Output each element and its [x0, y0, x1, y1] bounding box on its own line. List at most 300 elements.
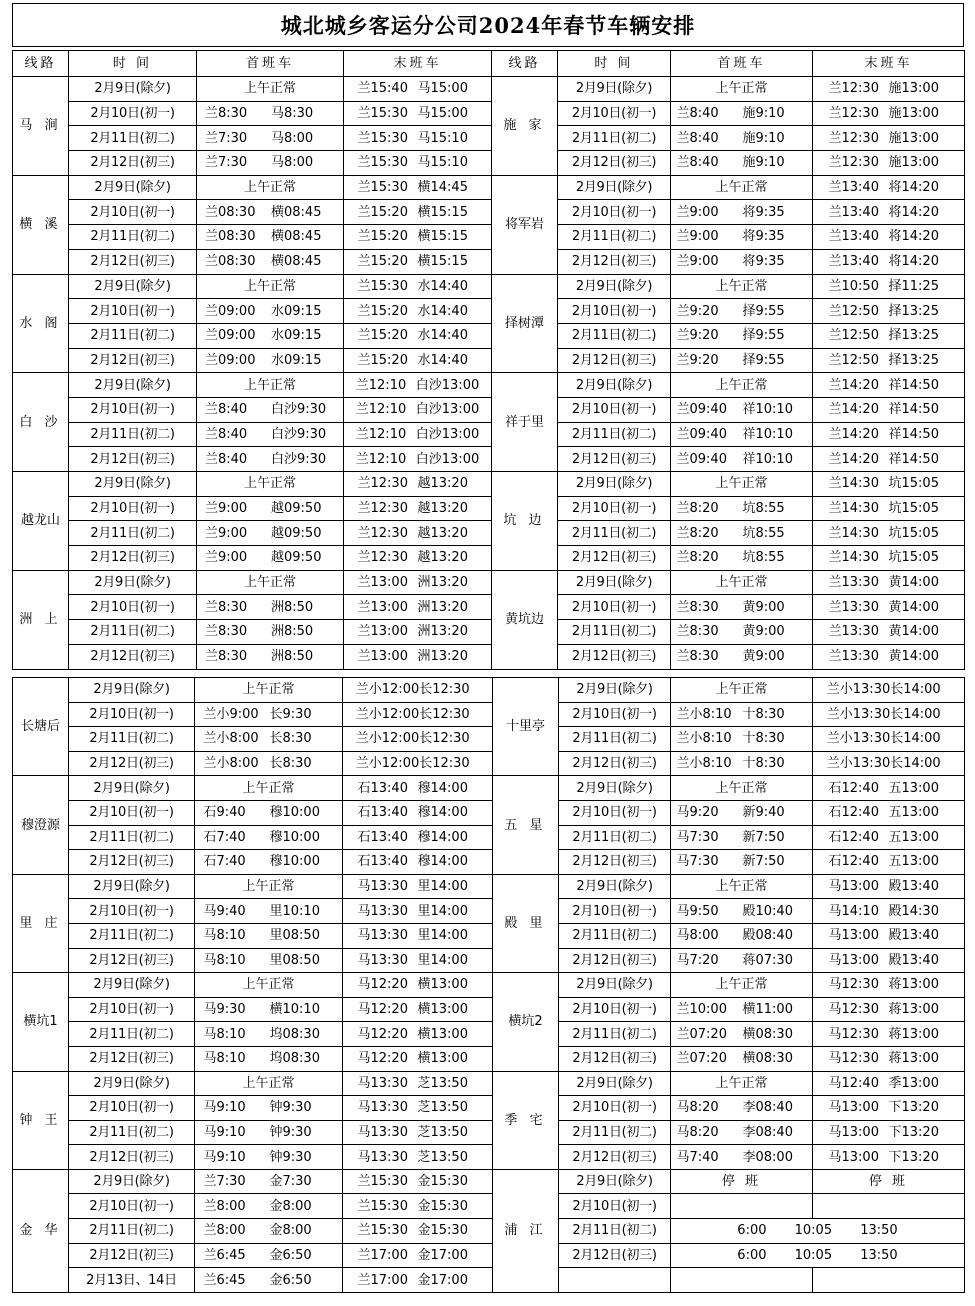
first-cell — [195, 948, 343, 973]
return-time: 洲13:20 — [417, 624, 468, 640]
return-time: 长14:00 — [890, 756, 941, 772]
departure-time: 兰小8:10 — [676, 731, 732, 747]
departure-time: 马12:30 — [828, 1051, 879, 1067]
departure-time: 兰12:10 — [355, 402, 407, 418]
return-time: 越13:20 — [417, 525, 468, 541]
return-time: 白沙13:00 — [415, 402, 480, 418]
departure-time: 兰14:20 — [828, 377, 879, 393]
first-cell — [671, 299, 813, 324]
return-time: 洲13:20 — [417, 649, 468, 665]
departure-time: 兰8:30 — [205, 106, 248, 122]
return-time: 里14:00 — [417, 928, 468, 944]
return-time: 里10:10 — [269, 903, 320, 919]
last-cell — [813, 1096, 965, 1121]
departure-time: 石12:40 — [828, 780, 879, 796]
return-time: 黄9:00 — [742, 649, 785, 665]
date-cell: 2月11日(初二) — [69, 825, 195, 850]
last-cell — [344, 472, 492, 497]
return-time: 黄9:00 — [742, 624, 785, 640]
route-name: 坑 边 — [492, 472, 558, 571]
return-time: 坞08:30 — [269, 1026, 320, 1042]
last-cell — [343, 997, 493, 1022]
table-row — [13, 274, 965, 299]
date-cell: 2月12日(初三) — [558, 348, 671, 373]
date-cell: 2月12日(初三) — [559, 1046, 671, 1071]
departure-time: 马13:30 — [357, 1124, 408, 1140]
last-cell — [343, 1169, 493, 1194]
date-cell: 2月10日(初一) — [69, 101, 197, 126]
date-cell: 2月11日(初二) — [69, 1022, 195, 1047]
last-cell — [344, 126, 492, 151]
date-cell: 2月11日(初二) — [558, 126, 671, 151]
date-cell: 2月10日(初一) — [559, 800, 671, 825]
departure-time: 马12:20 — [357, 1051, 408, 1067]
departure-time: 兰12:30 — [828, 81, 879, 97]
suspended-first: 停 班 — [671, 1169, 813, 1194]
return-time: 十8:30 — [742, 706, 785, 722]
departure-time: 兰13:30 — [828, 624, 879, 640]
column-header: 末班车 — [344, 51, 492, 77]
return-time: 横13:00 — [417, 1002, 468, 1018]
date-cell: 2月11日(初二) — [69, 1120, 195, 1145]
departure-time: 马12:40 — [828, 1075, 879, 1091]
first-cell — [671, 644, 813, 669]
date-cell: 2月10日(初一) — [558, 595, 671, 620]
first-cell — [195, 751, 343, 776]
date-cell: 2月12日(初三) — [558, 151, 671, 176]
page-title: 城北城乡客运分公司2024年春节车辆安排 — [12, 3, 964, 47]
first-cell — [195, 702, 343, 727]
return-time: 五13:00 — [888, 829, 939, 845]
last-cell — [343, 1145, 493, 1170]
date-cell: 2月9日(除夕) — [558, 570, 671, 595]
return-time: 五13:00 — [888, 805, 939, 821]
first-cell — [197, 249, 344, 274]
date-cell: 2月11日(初二) — [559, 825, 671, 850]
departure-time: 马13:00 — [828, 1124, 879, 1140]
return-time: 长14:00 — [890, 706, 941, 722]
first-cell — [197, 225, 344, 250]
last-cell — [343, 825, 493, 850]
last-cell — [813, 997, 965, 1022]
departure-time: 兰17:00 — [357, 1272, 408, 1288]
date-cell: 2月12日(初三) — [559, 850, 671, 875]
last-cell — [813, 422, 965, 447]
departure-time: 兰13:40 — [828, 180, 879, 196]
departure-time: 马9:10 — [203, 1100, 246, 1116]
departure-time: 兰13:00 — [357, 624, 408, 640]
column-header: 时 间 — [69, 51, 197, 77]
last-cell — [813, 727, 965, 752]
first-cell — [671, 397, 813, 422]
table-row — [13, 447, 965, 472]
return-time: 水14:40 — [417, 328, 468, 344]
return-time: 越09:50 — [271, 550, 322, 566]
first-cell — [195, 1268, 343, 1293]
return-time: 坞08:30 — [269, 1051, 320, 1067]
first-cell — [671, 702, 813, 727]
departure-time: 马8:10 — [203, 952, 246, 968]
return-time: 李08:40 — [742, 1124, 793, 1140]
route-name: 五 星 — [493, 776, 559, 874]
schedule-table-bottom — [12, 677, 965, 1293]
return-time: 里08:50 — [269, 952, 320, 968]
date-cell: 2月9日(除夕) — [69, 678, 195, 703]
last-cell — [813, 1046, 965, 1071]
return-time: 择9:55 — [742, 352, 785, 368]
first-cell: 上午正常 — [197, 274, 344, 299]
departure-time: 兰7:30 — [205, 155, 248, 171]
first-cell — [197, 521, 344, 546]
date-cell: 2月9日(除夕) — [69, 874, 195, 899]
last-cell — [343, 800, 493, 825]
departure-time: 马12:20 — [357, 1026, 408, 1042]
return-time: 祥10:10 — [742, 451, 793, 467]
departure-time: 兰14:30 — [828, 476, 879, 492]
first-cell — [197, 595, 344, 620]
return-time: 祥14:50 — [888, 426, 939, 442]
last-cell — [813, 175, 965, 200]
date-cell: 2月10日(初一) — [69, 800, 195, 825]
first-cell — [671, 948, 813, 973]
departure-time: 兰15:30 — [357, 278, 408, 294]
return-time: 金17:00 — [417, 1272, 468, 1288]
last-cell — [344, 397, 492, 422]
departure-time: 兰13:30 — [828, 575, 879, 591]
return-time: 马15:00 — [417, 106, 468, 122]
return-time: 新7:50 — [742, 829, 785, 845]
route-name: 季 宅 — [493, 1071, 559, 1169]
first-cell — [195, 1145, 343, 1170]
return-time: 择13:25 — [888, 303, 939, 319]
return-time: 长12:30 — [419, 706, 470, 722]
date-cell: 2月12日(初三) — [69, 1243, 195, 1268]
return-time: 十8:30 — [742, 731, 785, 747]
first-cell — [671, 1096, 813, 1121]
return-time: 里14:00 — [417, 903, 468, 919]
last-cell — [813, 274, 965, 299]
first-cell — [671, 447, 813, 472]
return-time: 施13:00 — [888, 130, 939, 146]
date-cell: 2月13日、14日 — [69, 1268, 195, 1293]
departure-time: 马7:40 — [676, 1149, 719, 1165]
return-time: 横10:10 — [269, 1002, 320, 1018]
last-cell — [813, 1120, 965, 1145]
table-row — [13, 1268, 965, 1293]
table-row — [13, 1194, 965, 1219]
route-name: 黄坑边 — [492, 570, 558, 669]
departure-time: 马12:30 — [828, 1026, 879, 1042]
departure-time: 马13:30 — [357, 952, 408, 968]
date-cell: 2月12日(初三) — [559, 751, 671, 776]
route-name: 金 华 — [13, 1169, 69, 1292]
departure-time: 兰14:30 — [828, 550, 879, 566]
return-time: 钟9:30 — [269, 1149, 312, 1165]
departure-time: 兰小12:00 — [355, 682, 420, 698]
last-cell — [813, 126, 965, 151]
date-cell: 2月9日(除夕) — [559, 776, 671, 801]
departure-time: 兰15:40 — [357, 81, 408, 97]
return-time: 穆10:00 — [269, 854, 320, 870]
date-cell: 2月9日(除夕) — [559, 973, 671, 998]
departure-time: 兰15:20 — [357, 328, 408, 344]
last-cell — [343, 1219, 493, 1244]
departure-time: 兰15:30 — [357, 180, 408, 196]
last-cell — [343, 727, 493, 752]
return-time: 黄14:00 — [888, 575, 939, 591]
departure-time: 兰小12:00 — [355, 731, 420, 747]
date-cell: 2月9日(除夕) — [69, 776, 195, 801]
route-name: 里 庄 — [13, 874, 69, 972]
return-time: 横11:00 — [742, 1002, 793, 1018]
return-time: 长9:30 — [269, 706, 312, 722]
return-time: 越09:50 — [271, 501, 322, 517]
last-cell — [813, 496, 965, 521]
last-cell — [813, 323, 965, 348]
table-row — [13, 595, 965, 620]
departure-time: 兰9:00 — [205, 550, 248, 566]
departure-time: 兰9:20 — [676, 328, 719, 344]
return-time: 长12:30 — [419, 682, 470, 698]
last-cell — [343, 678, 493, 703]
date-cell: 2月10日(初一) — [559, 899, 671, 924]
date-cell: 2月9日(除夕) — [559, 1169, 671, 1194]
date-cell: 2月12日(初三) — [69, 644, 197, 669]
first-cell: 上午正常 — [671, 1071, 813, 1096]
departure-time: 兰15:20 — [357, 254, 408, 270]
date-cell: 2月12日(初三) — [558, 447, 671, 472]
last-cell — [343, 702, 493, 727]
departure-time: 兰7:30 — [205, 130, 248, 146]
last-cell — [344, 348, 492, 373]
date-cell: 2月10日(初一) — [559, 1194, 671, 1219]
departure-time: 马13:00 — [828, 1149, 879, 1165]
departure-time: 兰09:00 — [205, 352, 256, 368]
date-cell: 2月11日(初二) — [69, 923, 195, 948]
return-time: 水14:40 — [417, 352, 468, 368]
date-cell: 2月10日(初一) — [69, 299, 197, 324]
departure-time: 兰8:40 — [676, 130, 719, 146]
departure-time: 兰6:45 — [203, 1247, 246, 1263]
departure-time: 兰13:00 — [357, 649, 408, 665]
departure-time: 兰15:30 — [357, 130, 408, 146]
first-cell — [671, 1145, 813, 1170]
return-time: 长8:30 — [269, 731, 312, 747]
last-cell — [344, 151, 492, 176]
return-time: 黄9:00 — [742, 599, 785, 615]
departure-time: 马7:30 — [676, 829, 719, 845]
column-header: 末班车 — [813, 51, 965, 77]
date-cell: 2月11日(初二) — [69, 422, 197, 447]
departure-time: 兰8:20 — [676, 501, 719, 517]
last-cell — [813, 570, 965, 595]
route-name: 祥于里 — [492, 373, 558, 472]
return-time: 金15:30 — [417, 1174, 468, 1190]
return-time: 水14:40 — [417, 303, 468, 319]
last-cell — [343, 1096, 493, 1121]
return-time: 芝13:50 — [417, 1075, 468, 1091]
return-time: 殿13:40 — [888, 928, 939, 944]
return-time: 蒋07:30 — [742, 952, 793, 968]
return-time: 白沙9:30 — [271, 451, 327, 467]
departure-time: 兰小13:30 — [826, 706, 891, 722]
return-time: 金8:00 — [269, 1223, 312, 1239]
return-time: 横15:15 — [417, 254, 468, 270]
return-time: 金6:50 — [269, 1247, 312, 1263]
departure-time: 马13:30 — [357, 1100, 408, 1116]
departure-time: 兰13:00 — [357, 575, 408, 591]
last-cell — [813, 546, 965, 571]
departure-time: 兰12:10 — [355, 426, 407, 442]
return-time: 穆10:00 — [269, 805, 320, 821]
departure-time: 兰9:00 — [676, 229, 719, 245]
table-row — [13, 850, 965, 875]
last-cell — [344, 323, 492, 348]
table-row — [13, 77, 965, 102]
date-cell: 2月11日(初二) — [559, 923, 671, 948]
first-cell — [671, 151, 813, 176]
table-row — [13, 1046, 965, 1071]
first-cell — [195, 899, 343, 924]
last-cell — [344, 77, 492, 102]
departure-time: 兰14:20 — [828, 426, 879, 442]
departure-time: 兰9:00 — [676, 204, 719, 220]
date-cell: 2月10日(初一) — [69, 200, 197, 225]
last-cell — [343, 1046, 493, 1071]
return-time: 水09:15 — [271, 328, 322, 344]
last-cell — [344, 644, 492, 669]
return-time: 洲8:50 — [271, 649, 314, 665]
first-cell — [197, 496, 344, 521]
first-cell: 上午正常 — [671, 678, 813, 703]
departure-time: 兰6:45 — [203, 1272, 246, 1288]
return-time: 施13:00 — [888, 155, 939, 171]
first-cell — [671, 1046, 813, 1071]
return-time: 横08:45 — [271, 204, 322, 220]
date-cell: 2月9日(除夕) — [69, 77, 197, 102]
first-cell: 上午正常 — [197, 373, 344, 398]
return-time: 马15:10 — [417, 155, 468, 171]
return-time: 白沙13:00 — [415, 426, 480, 442]
table-row — [13, 151, 965, 176]
last-cell — [344, 546, 492, 571]
departure-time: 兰12:10 — [355, 377, 407, 393]
return-time: 五13:00 — [888, 854, 939, 870]
last-cell — [344, 496, 492, 521]
date-cell: 2月9日(除夕) — [69, 973, 195, 998]
date-cell: 2月9日(除夕) — [69, 175, 197, 200]
last-cell — [813, 800, 965, 825]
departure-time: 兰13:30 — [828, 599, 879, 615]
table-row — [13, 973, 965, 998]
return-time: 殿14:30 — [888, 903, 939, 919]
last-cell — [343, 899, 493, 924]
return-time: 洲13:20 — [417, 575, 468, 591]
last-cell — [813, 373, 965, 398]
first-cell — [671, 727, 813, 752]
first-cell — [671, 101, 813, 126]
last-cell — [813, 1268, 965, 1293]
first-cell: 上午正常 — [195, 776, 343, 801]
departure-time: 兰小13:30 — [826, 756, 891, 772]
departure-time: 兰小8:00 — [203, 731, 259, 747]
date-cell: 2月12日(初三) — [558, 644, 671, 669]
departure-time: 兰07:20 — [676, 1026, 727, 1042]
departure-time: 马9:40 — [203, 903, 246, 919]
route-name: 钟 王 — [13, 1071, 69, 1169]
departure-time: 兰8:30 — [676, 599, 719, 615]
departure-time: 马8:10 — [203, 1026, 246, 1042]
return-time: 横08:45 — [271, 254, 322, 270]
return-time: 坑8:55 — [742, 550, 785, 566]
departure-time: 兰09:40 — [676, 426, 727, 442]
first-cell — [671, 850, 813, 875]
date-cell: 2月11日(初二) — [558, 521, 671, 546]
first-cell: 上午正常 — [197, 175, 344, 200]
departure-time: 兰7:30 — [203, 1174, 246, 1190]
route-name: 长塘后 — [13, 678, 69, 776]
route-name: 殿 里 — [493, 874, 559, 972]
route-name: 洲 上 — [13, 570, 69, 669]
departure-time: 兰9:20 — [676, 352, 719, 368]
date-cell: 2月10日(初一) — [559, 997, 671, 1022]
trip-times: 6:00 10:05 13:50 — [671, 1243, 965, 1268]
departure-time: 马13:30 — [357, 1075, 408, 1091]
departure-time: 马13:30 — [357, 1149, 408, 1165]
return-time: 白沙13:00 — [415, 451, 480, 467]
date-cell: 2月12日(初三) — [69, 751, 195, 776]
first-cell: 上午正常 — [671, 874, 813, 899]
return-time: 越13:20 — [417, 501, 468, 517]
first-cell: 上午正常 — [195, 973, 343, 998]
return-time: 将14:20 — [888, 180, 939, 196]
return-time: 坑15:05 — [888, 501, 939, 517]
table-row — [13, 1096, 965, 1121]
return-time: 将9:35 — [742, 229, 785, 245]
last-cell — [344, 570, 492, 595]
departure-time: 石13:40 — [357, 854, 408, 870]
departure-time: 兰8:40 — [676, 106, 719, 122]
departure-time: 兰8:40 — [676, 155, 719, 171]
departure-time: 马13:00 — [828, 1100, 879, 1116]
first-cell — [671, 899, 813, 924]
route-name: 浦 江 — [493, 1169, 559, 1292]
route-name: 横坑1 — [13, 973, 69, 1071]
departure-time: 兰15:20 — [357, 229, 408, 245]
last-cell — [813, 1022, 965, 1047]
date-cell: 2月10日(初一) — [69, 899, 195, 924]
departure-time: 兰12:50 — [828, 328, 879, 344]
return-time: 水09:15 — [271, 352, 322, 368]
date-cell: 2月11日(初二) — [69, 126, 197, 151]
return-time: 洲8:50 — [271, 624, 314, 640]
last-cell — [343, 1243, 493, 1268]
last-cell — [813, 249, 965, 274]
first-cell: 上午正常 — [671, 472, 813, 497]
return-time: 马8:00 — [271, 155, 314, 171]
last-cell — [813, 472, 965, 497]
departure-time: 兰8:00 — [203, 1198, 246, 1214]
route-name: 白 沙 — [13, 373, 69, 472]
last-cell — [813, 521, 965, 546]
last-cell — [813, 850, 965, 875]
column-header: 首班车 — [197, 51, 344, 77]
return-time: 黄14:00 — [888, 624, 939, 640]
first-cell — [671, 422, 813, 447]
return-time: 殿10:40 — [742, 903, 793, 919]
last-cell — [344, 620, 492, 645]
departure-time: 兰14:20 — [828, 451, 879, 467]
